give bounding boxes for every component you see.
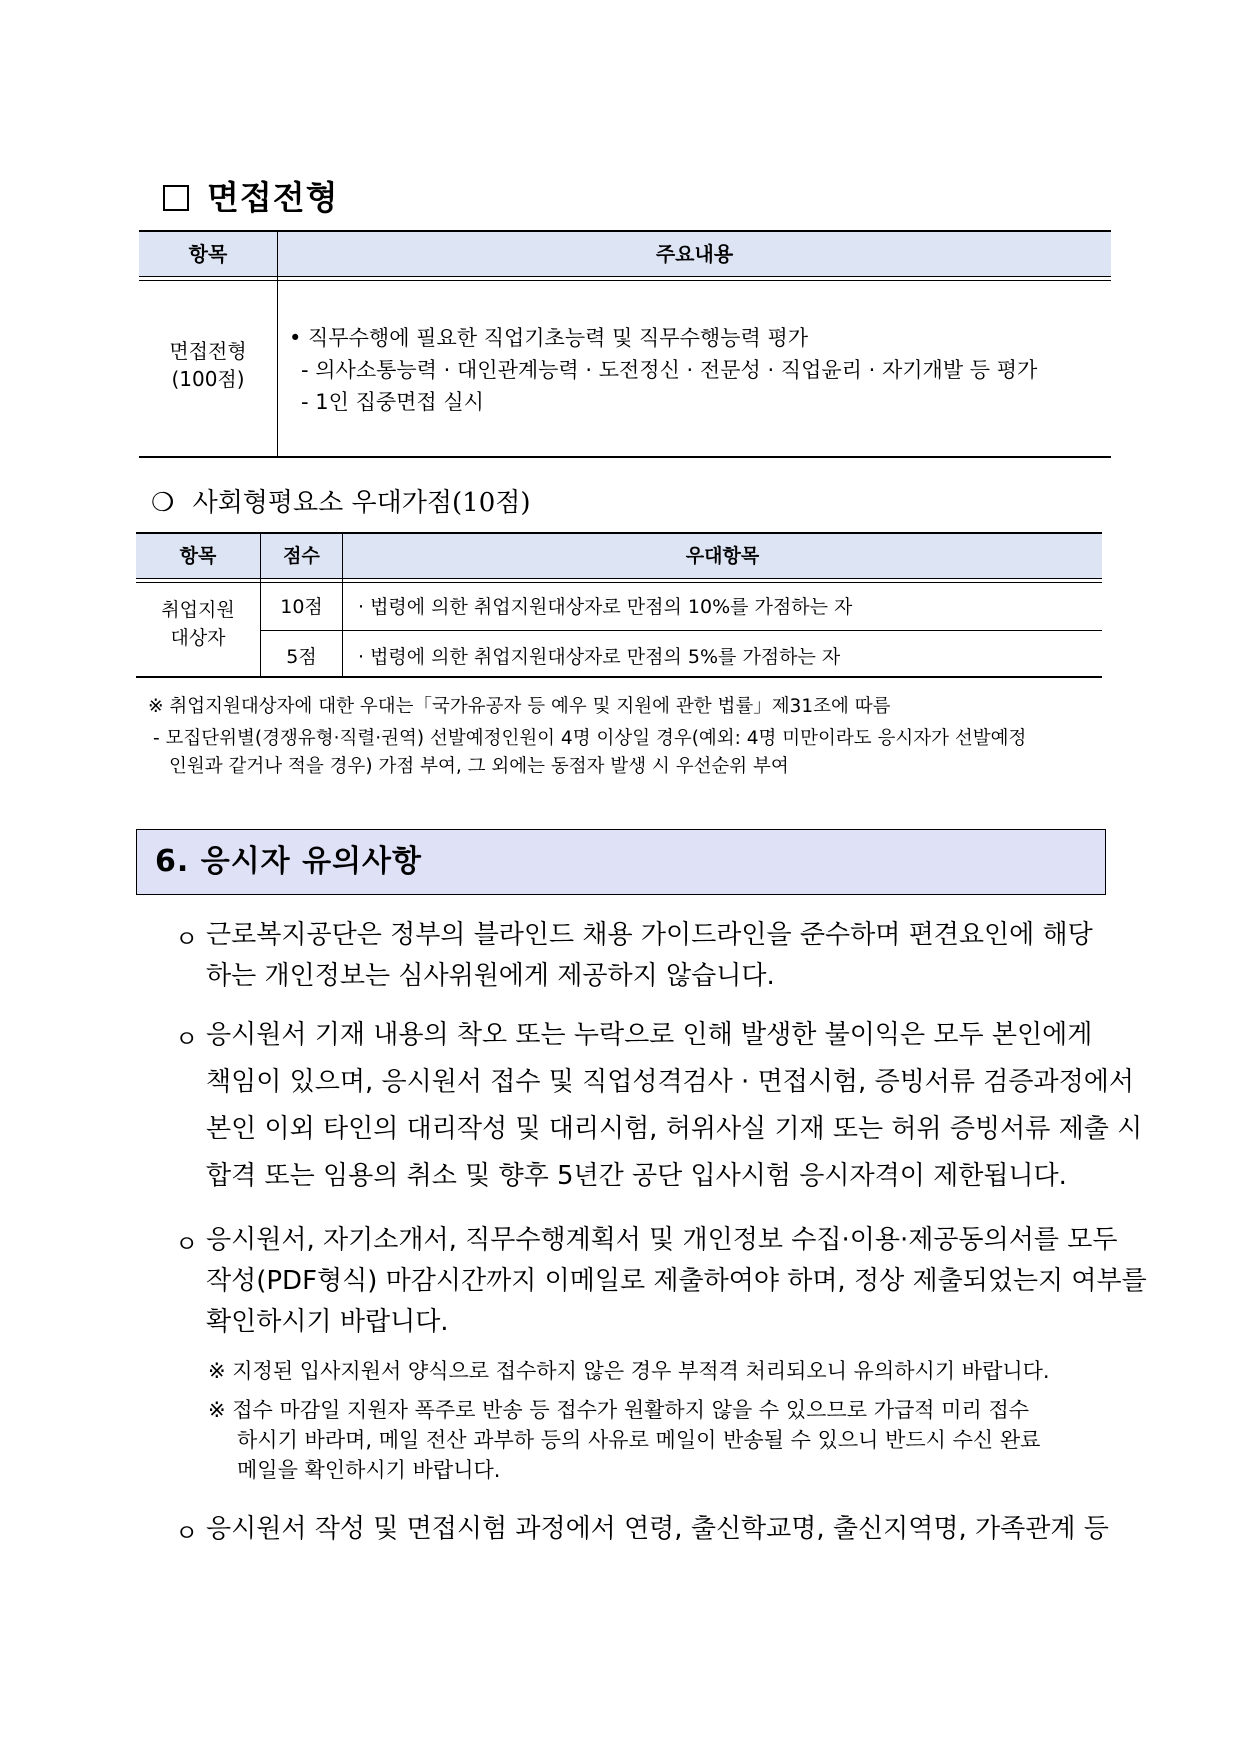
cell-item-line2: (100점) (171, 367, 245, 391)
paragraph-line: 응시원서 기재 내용의 착오 또는 누락으로 인해 발생한 불이익은 모두 본인에게 (206, 1020, 1093, 1050)
paragraph-line: 책임이 있으며, 응시원서 접수 및 직업성격검사 · 면접시험, 증빙서류 검증과정에서 (206, 1067, 1135, 1097)
cell-item (139, 337, 277, 393)
note-line: ※ 접수 마감일 지원자 폭주로 반송 등 접수가 원활하지 않을 수 있으므로 가급적 미리 접수 (208, 1398, 1030, 1422)
content-line-3: - 1인 집중면접 실시 (301, 390, 484, 414)
note-line-2: 인원과 같거나 적을 경우) 가점 부여, 그 외에는 동점자 발생 시 우선순위 부여 (169, 756, 789, 777)
note-deadline (208, 1395, 1040, 1485)
paragraph-line: 확인하시기 바랍니다. (206, 1307, 449, 1337)
heading-text: 면접전형 (207, 178, 339, 217)
table-row-divider (260, 630, 1102, 631)
header-item: 항목 (179, 545, 217, 567)
section-heading-interview (163, 172, 339, 219)
interview-table (139, 230, 1111, 458)
note-line: 하시기 바라며, 메일 전산 과부하 등의 사유로 메일이 반송될 수 있으니 반드시 수신 완료 (237, 1428, 1041, 1452)
bullet-icon: ㅇ (175, 1519, 199, 1547)
content-line-1: • 직무수행에 필요한 직업기초능력 및 직무수행능력 평가 (289, 326, 809, 350)
header-item: 항목 (188, 242, 228, 266)
note-bonus-law: ※ 취업지원대상자에 대한 우대는「국가유공자 등 예우 및 지원에 관한 법률」제31조에 따름 (148, 696, 891, 717)
bullet-icon: ㅇ (175, 925, 199, 953)
header-score: 점수 (283, 545, 320, 567)
header-content: 우대항목 (685, 545, 760, 567)
table-header-double-rule (136, 578, 1102, 583)
subheading-text: 사회형평요소 우대가점(10점) (192, 488, 531, 518)
content-line-2: - 의사소통능력 · 대인관계능력 · 도전정신 · 전문성 · 직업윤리 · 자기개발 등 평가 (301, 358, 1038, 382)
cell-content (289, 322, 1105, 418)
paragraph-line: 작성(PDF형식) 마감시간까지 이메일로 제출하여야 하며, 정상 제출되었는지 여부를 (206, 1266, 1147, 1296)
table-bottom-rule (136, 676, 1102, 678)
table-row-content: · 법령에 의한 취업지원대상자로 만점의 5%를 가점하는 자 (358, 646, 841, 668)
table-bottom-rule (139, 456, 1111, 458)
subheading-bonus (151, 482, 531, 519)
note-line: 메일을 확인하시기 바랍니다. (237, 1458, 501, 1482)
cell-item-line2: 대상자 (170, 627, 226, 649)
paragraph-line: 합격 또는 임용의 취소 및 향후 5년간 공단 입사시험 응시자격이 제한됩니다. (206, 1161, 1067, 1191)
note-form-format: ※ 지정된 입사지원서 양식으로 접수하지 않은 경우 부적격 처리되오니 유의하시기 바랍니다. (208, 1359, 1050, 1383)
paragraph-line: 하는 개인정보는 심사위원에게 제공하지 않습니다. (206, 961, 775, 991)
header-content: 주요내용 (655, 242, 734, 266)
cell-item (136, 596, 260, 652)
checkbox-square-icon (163, 185, 189, 211)
paragraph-line: 본인 이외 타인의 대리작성 및 대리시험, 허위사실 기재 또는 허위 증빙서류 제출 시 (206, 1114, 1143, 1144)
table-row-score: 10점 (280, 596, 323, 618)
table-row-score: 5점 (286, 646, 317, 668)
bullet-icon: ㅇ (175, 1230, 199, 1258)
table-row-content: · 법령에 의한 취업지원대상자로 만점의 10%를 가점하는 자 (358, 596, 853, 618)
paragraph-line: 응시원서, 자기소개서, 직무수행계획서 및 개인정보 수집·이용·제공동의서를 모두 (206, 1225, 1118, 1255)
section-title: 6. 응시자 유의사항 (155, 844, 423, 879)
cell-item-line1: 취업지원 (161, 599, 235, 621)
note-line-1: - 모집단위별(경쟁유형·직렬·권역) 선발예정인원이 4명 이상일 경우(예외: 4명 미만이라도 응시자가 선발예정 (153, 728, 1027, 749)
note-bonus-condition (153, 725, 1026, 781)
bonus-table (136, 532, 1102, 678)
table-header-double-rule (139, 276, 1111, 281)
cell-item-line1: 면접전형 (169, 339, 247, 363)
paragraph-line: 응시원서 작성 및 면접시험 과정에서 연령, 출신학교명, 출신지역명, 가족관계 등 (206, 1514, 1109, 1544)
paragraph-line: 근로복지공단은 정부의 블라인드 채용 가이드라인을 준수하며 편견요인에 해당 (206, 920, 1093, 950)
circle-bullet-icon: ❍ (151, 488, 175, 518)
section-title-bar (136, 829, 1106, 895)
bullet-icon: ㅇ (175, 1025, 199, 1053)
